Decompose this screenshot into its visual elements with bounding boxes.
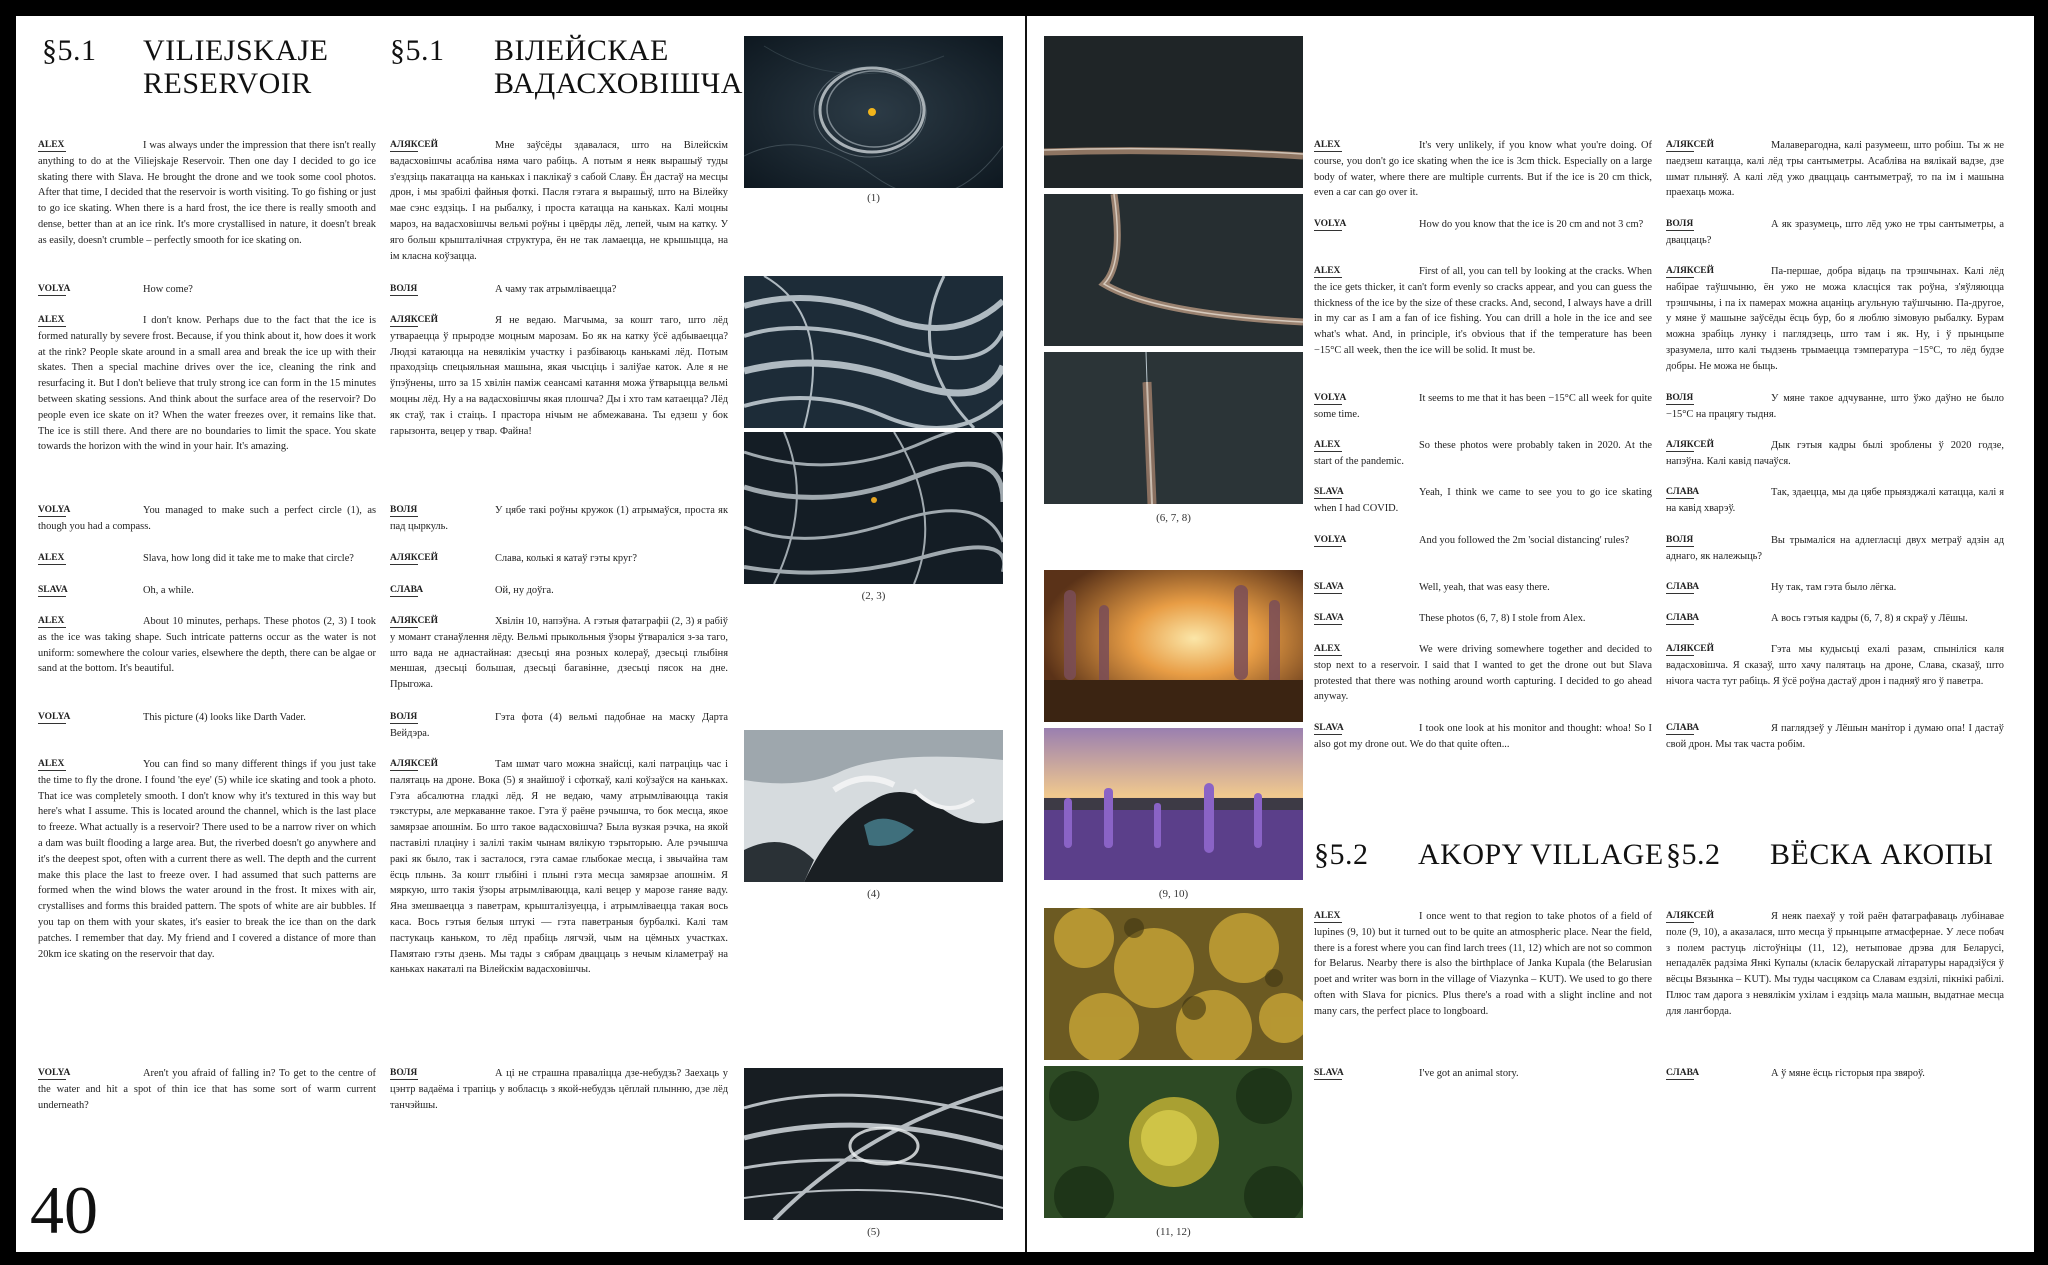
- dialogue-text: Well, yeah, that was easy there.: [1419, 582, 1550, 593]
- dialogue-text: А ці не страшна праваліцца дзе-небудзь? Заехаць у цэнтр вадаёма і трапіць у вобласць з якой-небудзь цёплай плынню, дзе лёд танчэйшы.: [390, 1068, 728, 1111]
- dialogue-text: Хвілін 10, напэўна. А гэтыя фатаграфіі (2, 3) я рабіў у момант станаўлення лёду. Вельмі прыкольныя ўзоры ўтвараліся з-за таго, што вада не аднастайная: дзесьці яна розных колераў, дзесьці глыбіня меншая, дзесьці большая, дзесьці багавінне, дзесьці пясок на дне. Прыгожа.: [390, 616, 728, 691]
- speaker-label: ALEX: [1314, 911, 1341, 921]
- speaker-label: ВОЛЯ: [390, 284, 418, 294]
- dialogue-text: Я не ведаю. Магчыма, за кошт таго, што лёд утвараецца ў прыродзе моцным марозам. Бо як на катку ўсё адбываецца? Людзі катаюцца на невялікім участку і разбіваюць канькамі лёд. Потым праходзіць спецыяльная машына, якая чысціць і заліўае каток. Але я не ўпэўнены, што за 15 хвілін паміж сеансамі катання можа ўтварыцца вельмі моцны лёд. Ну а на вадасховішчы якая плошча? Ды і хто там катаецца? Лёд як стаў, так і стаіць. І прастора нічым не абмежавана. Ты едзеш у бок гарызонта, вецер у твар. Файна!: [390, 315, 728, 437]
- photo-10-lupine-field: [1044, 728, 1303, 880]
- section2-number-en: §5.2: [1314, 838, 1369, 871]
- caption-photo-6-7-8: (6, 7, 8): [1156, 512, 1191, 524]
- speaker-label: ВОЛЯ: [1666, 393, 1694, 403]
- speaker-label: ВОЛЯ: [1666, 219, 1694, 229]
- speaker-label: ВОЛЯ: [390, 1068, 418, 1078]
- speaker-label: SLAVA: [38, 585, 68, 595]
- dialogue-text: У цябе такі роўны кружок (1) атрымаўся, проста як пад цыркуль.: [390, 505, 728, 532]
- speaker-label: АЛЯКСЕЙ: [390, 759, 439, 769]
- speaker-label: АЛЯКСЕЙ: [390, 140, 439, 150]
- speaker-label: АЛЯКСЕЙ: [1666, 266, 1715, 276]
- page-number: 40: [30, 1172, 98, 1248]
- speaker-label: SLAVA: [1314, 582, 1344, 592]
- dialogue-text: Yeah, I think we came to see you to go ice skating when I had COVID.: [1314, 487, 1652, 514]
- speaker-label: ALEX: [1314, 644, 1341, 654]
- speaker-label: ВОЛЯ: [1666, 535, 1694, 545]
- dialogue-text: You can find so many different things if you just take the time to fly the drone. I found 'the eye' (5) while ice skating and took a photo. That ice was completely smooth. I don't know why it's textured in this way but here's what I assume. This is located around the channel, which is the last place to freeze. What actually is a reservoir? There used to be a narrow river on which a dam was built flooding a large area. But, the riverbed doesn't go anywhere and it's the deepest spot, often with a current there as well. The depth and the current make this place the last to freeze over. I had assumed that such patterns are formed when the wind blows the water around in the frost. It mixes with air, crystallises and forms this braided pattern. The spots of white are air bubbles. If you tap on them with your skates, it's easier to break the ice than on the dark patches. I remember that day. My friend and I covered a distance of more than 20km ice skating on the reservoir that day.: [38, 759, 376, 960]
- photo-6-aerial-river: [1044, 36, 1303, 188]
- dialogue-text: I don't know. Perhaps due to the fact that the ice is formed naturally by severe frost. Because, if you think about it, how does it work at the rink? People skate around in a small area and break the ice up with their skates. Then a special machine drives over the ice, cleaning the rink and resurfacing it. But I don't believe that truly strong ice can form in the 15 minutes between skating sessions. And think about the surface area of the reservoir? Do people even ice skate on it? When the water freezes over, it remains like that. The ice is still there. And there are no boundaries to limit the space. You skate towards the horizon with the wind in your hair. It's amazing.: [38, 315, 376, 453]
- dialogue-text: We were driving somewhere together and decided to stop next to a reservoir. I said that I wanted to get the drone out but Slava protested that there was nothing around worth capturing. I decided to go ahead anyway.: [1314, 644, 1652, 703]
- photo-9-lupines-sunset: [1044, 570, 1303, 722]
- speaker-label: СЛАВА: [1666, 613, 1700, 623]
- dialogue-text: I took one look at his monitor and thought: whoa! So I also got my drone out. We do that quite often...: [1314, 723, 1652, 750]
- caption-photo-2-3: (2, 3): [861, 590, 886, 602]
- speaker-label: VOLYA: [1314, 219, 1347, 229]
- dialogue-text: I was always under the impression that there isn't really anything to do at the Viliejskaje Reservoir. Then one day I decided to go ice skating there with Slava. He brought the drone and we took some cool photos. After that time, I decided that the reservoir is worth visiting. To go fishing or just to go ice skating. When there is a hard frost, the ice there is really smooth and dense, better than at an ice rink. It's more crystallised in nature, it doesn't break as easily, doesn't crumble – perfectly smooth for ice skating on.: [38, 140, 376, 246]
- dialogue-text: Дык гэтыя кадры былі зроблены ў 2020 годзе, напэўна. Калі кавід пачаўся.: [1666, 440, 2004, 467]
- right-page: [1027, 16, 2034, 1252]
- dialogue-text: And you followed the 2m 'social distancing' rules?: [1419, 535, 1630, 546]
- dialogue-text: Я паглядзеў у Лёшын манітор і думаю опа! І дастаў свой дрон. Мы так часта робім.: [1666, 723, 2004, 750]
- dialogue-text: У мяне такое адчуванне, што ўжо даўно не было −15°С на працягу тыдня.: [1666, 393, 2004, 420]
- dialogue-text: Aren't you afraid of falling in? To get to the centre of the water and hit a spot of thin ice that has some sort of warm current underneath?: [38, 1068, 376, 1111]
- dialogue-text: So these photos were probably taken in 2020. At the start of the pandemic.: [1314, 440, 1652, 467]
- caption-photo-4: (4): [867, 888, 880, 900]
- dialogue-text: How do you know that the ice is 20 cm and not 3 cm?: [1419, 219, 1644, 230]
- speaker-label: ALEX: [38, 315, 65, 325]
- dialogue-text: Ну так, там гэта было лёгка.: [1771, 582, 1897, 593]
- photo-5-eye-ice: [744, 1068, 1003, 1220]
- dialogue-text: These photos (6, 7, 8) I stole from Alex.: [1419, 613, 1586, 624]
- speaker-label: ВОЛЯ: [390, 505, 418, 515]
- speaker-label: VOLYA: [38, 505, 71, 515]
- speaker-label: ALEX: [38, 140, 65, 150]
- speaker-label: ALEX: [38, 553, 65, 563]
- section-title-by: ВІЛЕЙСКАЕ ВАДАСХОВІШЧА: [494, 34, 743, 100]
- dialogue-text: It's very unlikely, if you know what you're doing. Of course, you don't go ice skating when the ice is 3cm thick. Especially on a large body of water, where there are multiple currents. But if the ice is 20 cm thick, even a car can go over it.: [1314, 140, 1652, 199]
- dialogue-text: А як зразумець, што лёд ужо не тры сантыметры, а дваццаць?: [1666, 219, 2004, 246]
- dialogue-text: Вы трымаліся на адлегласці двух метраў адзін ад аднаго, як належыць?: [1666, 535, 2004, 562]
- dialogue-text: Гэта фота (4) вельмі падобнае на маску Дарта Вейдэра.: [390, 712, 728, 739]
- speaker-label: ALEX: [38, 759, 65, 769]
- speaker-label: АЛЯКСЕЙ: [1666, 911, 1715, 921]
- dialogue-text: You managed to make such a perfect circle (1), as though you had a compass.: [38, 505, 376, 532]
- dialogue-text: Oh, a while.: [143, 585, 194, 596]
- caption-photo-11-12: (11, 12): [1156, 1226, 1191, 1238]
- dialogue-text: Па-першае, добра відаць па трэшчынах. Калі лёд набірае таўшчыню, ён ужо не можа класціся так роўна, з'яўляюцца трэшчыны, і па іх памерах можна ацаніць агульную таўшчыню. Па-другое, у мяне ў машыне заўсёды ёсць бур, бо я люблю зімовую рыбалку. Бурам можна зрабіць лунку і паглядзець, што там і як. Ну, і ў прынцыпе зразумела, што калі тыдзень трымаецца тэмпература −15°С, то лёд будзе добры. Не можа не быць.: [1666, 266, 2004, 372]
- section2-number-by: §5.2: [1666, 838, 1721, 871]
- speaker-label: ALEX: [1314, 140, 1341, 150]
- dialogue-text: Малаверагодна, калі разумееш, што робіш. Ты ж не паедзеш катацца, калі лёд тры сантыметры. Асабліва на вялікай вадзе, дзе шмат плыняў. А калі лёд ужо дваццаць сантыметраў, то па ім і машына праехаць можа.: [1666, 140, 2004, 199]
- speaker-label: VOLYA: [38, 1068, 71, 1078]
- dialogue-text: Так, здаецца, мы да цябе прыязджалі катацца, калі я на кавід хварэў.: [1666, 487, 2004, 514]
- dialogue-text: А чаму так атрымліваецца?: [495, 284, 617, 295]
- speaker-label: VOLYA: [1314, 535, 1347, 545]
- photo-7-aerial-river: [1044, 194, 1303, 346]
- speaker-label: АЛЯКСЕЙ: [390, 616, 439, 626]
- photo-3-ice-texture: [744, 432, 1003, 584]
- section-number-en: §5.1: [42, 34, 97, 67]
- speaker-label: СЛАВА: [1666, 487, 1700, 497]
- speaker-label: ALEX: [38, 616, 65, 626]
- dialogue-text: Мне заўсёды здавалася, што на Вілейскім вадасховішчы асаблівa няма чаго рабіць. А потым я неяк вырашыў туды з'ездзіць пакатацца на каньках і паклікаў з сабой Славу. Ён дастаў на месцы дрон, і мы зрабілі файныя фоткі. Пасля гэтага я вырашыў, што на Вілейку мае сэнс ездзіць. І на рыбалку, і проста катацца на каньках. Калі моцны мароз, на вадасховішчы вельмі роўны і цвёрды лёд, лепей, чым на катку. У яго больш крышталічная структура, ён не так ламаецца, не крышыцца, на ім класна кoўзацца.: [390, 140, 728, 262]
- caption-photo-1: (1): [867, 192, 880, 204]
- section2-title-en: AKOPY VILLAGE: [1418, 838, 1664, 871]
- dialogue-text: Slava, how long did it take me to make that circle?: [143, 553, 354, 564]
- dialogue-text: Гэта мы кудысьці ехалі разам, спыніліся каля вадасховішча. Я сказаў, што хачу палятаць на дроне, Слава, сказаў, што нічога часта тут рабіць. Я ўсё роўна дастаў дрон і падняў яго ў паветра.: [1666, 644, 2004, 687]
- photo-2-ice-texture: [744, 276, 1003, 428]
- dialogue-text: About 10 minutes, perhaps. These photos (2, 3) I took as the ice was taking shape. Such intricate patterns occur as the water is not uniform: somewhere the colour varies, elsewhere the depth, there can be algae or sand at the bottom. It's beautiful.: [38, 616, 376, 675]
- dialogue-text: I once went to that region to take photos of a field of lupines (9, 10) but it turned out to be quite an atmospheric place. Near the field, there is a forest where you can find larch trees (11, 12) which are not so common for Belarus. Nearby there is also the birthplace of Janka Kupala (the Belarusian poet and writer was born in the village of Viazynka – KUT). We used to go there often with Slava for picnics. Plus there's a road with a slight incline and not many cars, the perfect place to longboard.: [1314, 911, 1652, 1017]
- speaker-label: АЛЯКСЕЙ: [390, 553, 439, 563]
- speaker-label: АЛЯКСЕЙ: [1666, 440, 1715, 450]
- caption-photo-5: (5): [867, 1226, 880, 1238]
- speaker-label: SLAVA: [1314, 1068, 1344, 1078]
- photo-8-aerial-river: [1044, 352, 1303, 504]
- section-title-en: VILIEJSKAJE RESERVOIR: [143, 34, 329, 100]
- speaker-label: СЛАВА: [390, 585, 424, 595]
- caption-photo-9-10: (9, 10): [1158, 888, 1189, 900]
- dialogue-text: А вось гэтыя кадры (6, 7, 8) я скраў у Лёшы.: [1771, 613, 1968, 624]
- speaker-label: SLAVA: [1314, 613, 1344, 623]
- speaker-label: VOLYA: [38, 712, 71, 722]
- speaker-label: ALEX: [1314, 440, 1341, 450]
- speaker-label: VOLYA: [1314, 393, 1347, 403]
- dialogue-text: А ў мяне ёсць гісторыя пра звяроў.: [1771, 1068, 1925, 1079]
- speaker-label: СЛАВА: [1666, 723, 1700, 733]
- dialogue-text: Я неяк паехаў у той раён фатаграфаваць лубінавае поле (9, 10), а аказалася, што месца ў прынцыпе атмасфернае. У лесе побач з полем растуць лістоўніцы (11, 12), нетыповае дрэва для Беларусі, непадалёк радзіма Янкі Купалы (класік беларускай літаратуры нарадзіўся ў вёсцы Вязынка – KUT). Мы туды часцяком са Славам ездзілі, пікнікі рабілі. Плюс там дарога з невялікім ухілам і ездзіць мала машын, выдатнае месца для лангборда.: [1666, 911, 2004, 1017]
- photo-4-frozen-channel: [744, 730, 1003, 882]
- photo-11-larch-branches: [1044, 908, 1303, 1060]
- section2-title-by: ВЁСКА АКОПЫ: [1770, 838, 1994, 871]
- speaker-label: АЛЯКСЕЙ: [390, 315, 439, 325]
- dialogue-text: I've got an animal story.: [1419, 1068, 1519, 1079]
- dialogue-text: Слава, колькі я катаў гэты круг?: [495, 553, 638, 564]
- dialogue-text: This picture (4) looks like Darth Vader.: [143, 712, 306, 723]
- dialogue-text: It seems to me that it has been −15°C all week for quite some time.: [1314, 393, 1652, 420]
- left-page: [16, 16, 1025, 1252]
- speaker-label: СЛАВА: [1666, 582, 1700, 592]
- speaker-label: СЛАВА: [1666, 1068, 1700, 1078]
- photo-12-larch-aerial: [1044, 1066, 1303, 1218]
- speaker-label: SLAVA: [1314, 723, 1344, 733]
- speaker-label: VOLYA: [38, 284, 71, 294]
- section-number-by: §5.1: [390, 34, 445, 67]
- speaker-label: АЛЯКСЕЙ: [1666, 140, 1715, 150]
- dialogue-text: Там шмат чаго можна знайсці, калі патраціць час і палятаць на дроне. Вока (5) я знайшоў і сфоткаў, калі коўзаўся на каньках. Гэта абсалютна гладкі лёд. Я не ведаю, чаму атрымліваюцца такія тэкстуры, але меркаванне такое. Гэта ў раёне рэчышча, то бок месца, якое замярзае апошнім. Бо што такое вадасховішча? Была вузкая рэчка, на якой паставілі плаціну і залілі такім чынам вялікую тэрыторыю. Але рэчышча ракі як было, так і засталося, гэта самае глыбокае месца, і звычайна там ёсць плынь. За кошт глыбіні і плыні гэта месца замярзае апошнім. Я мяркую, што такія ўзоры атрымліваюцца, калі вецер у марозе ганяе ваду. Яна змешваецца з паветрам, крышталізуецца, і атрымліваецца такая вось каса. Вось гэтыя белыя штукі — гэта паветраныя бурбалкі. Калі там пастукаць каньком, то лёд прабіць лягчэй, чым на цёмных участках. Памятаю гэты дзень. Мы тады з сябрам дваццаць з нечым кіламетраў на каньках накаталі па Вілейскім вадасховішчы.: [390, 759, 728, 976]
- speaker-label: ВОЛЯ: [390, 712, 418, 722]
- speaker-label: ALEX: [1314, 266, 1341, 276]
- speaker-label: SLAVA: [1314, 487, 1344, 497]
- dialogue-text: First of all, you can tell by looking at the cracks. When the ice gets thicker, it can't form evenly so cracks appear, and you can guess the thickness of the ice by the size of these cracks. And, second, I always have a drill in my car as I am a fan of ice fishing. You can drill a hole in the ice and see what's what. And, in principle, it's obvious that if the temperature has been −15°C all week, then the ice will be solid. It must be.: [1314, 266, 1652, 356]
- dialogue-text: Ой, ну доўга.: [495, 585, 554, 596]
- dialogue-text: How come?: [143, 284, 193, 295]
- photo-1-ice-circle: [744, 36, 1003, 188]
- speaker-label: АЛЯКСЕЙ: [1666, 644, 1715, 654]
